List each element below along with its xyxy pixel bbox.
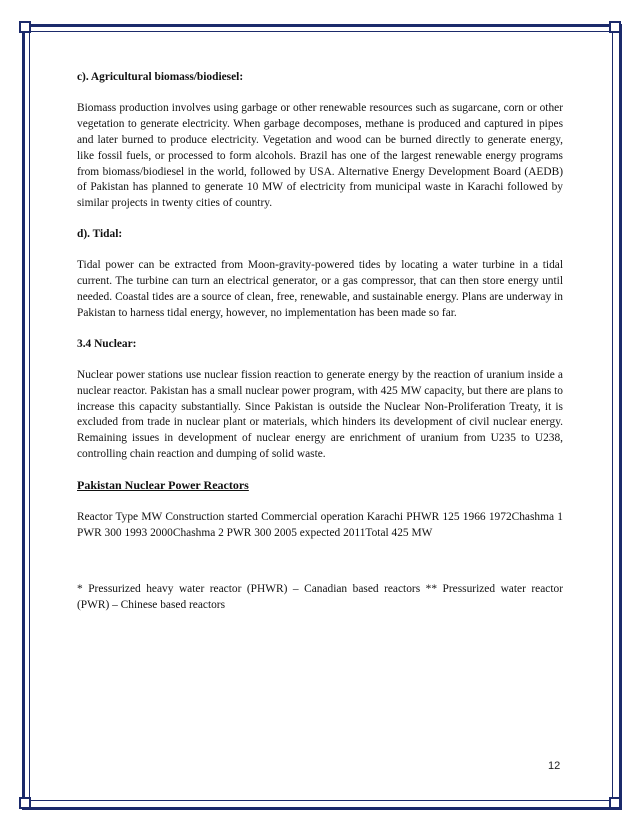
page-content (77, 70, 563, 614)
border-corner-ornament (606, 794, 622, 810)
reactors-table-text: Reactor Type MW Construction started Commercial operation Karachi PHWR 125 1966 1972Chashma 1 PWR 300 1993 2000Chashma 2 PWR 300 2005 expected 2011Total 425 MW (77, 511, 563, 539)
border-corner-ornament (606, 18, 622, 34)
reactors-footnote: * Pressurized heavy water reactor (PHWR) – Canadian based reactors ** Pressurized water reactor (PWR) – Chinese based reactors (77, 582, 563, 611)
tidal-heading: d). Tidal: (77, 228, 123, 241)
nuclear-paragraph: Nuclear power stations use nuclear fission reaction to generate energy by the reaction of uranium inside a nuclear reactor. Pakistan has a small nuclear power program, with 425 MW capacity, but there are plans to increase this capacity substantially. Since Pakistan is outside the Nuclear Non-Proliferation Treaty, it is excluded from trade in nuclear plant or materials, which hinders its development of civil nuclear energy. Remaining issues in development of nuclear energy are enrichment of uranium from U235 to U238, controlling chain reaction and dumping of solid waste. (77, 368, 563, 461)
agri-biomass-heading: c). Agricultural biomass/biodiesel: (77, 71, 244, 83)
reactors-heading: Pakistan Nuclear Power Reactors (77, 478, 249, 493)
border-corner-ornament (16, 18, 32, 34)
page-number: 12 (548, 760, 561, 772)
tidal-paragraph: Tidal power can be extracted from Moon-gravity-powered tides by locating a water turbine in a tidal current. The turbine can turn an electrical generator, or a gas compressor, that can then store energy until needed. Coastal tides are a source of clean, free, renewable, and sustainable energy. Plans are underway in Pakistan to harness tidal energy, however, no implementation has been made so far. (77, 259, 563, 319)
agri-biomass-paragraph: Biomass production involves using garbage or other renewable resources such as sugarcane, corn or other vegetation to generate electricity. When garbage decomposes, methane is produced and captured in pipes and later burned to produce electricity. Vegetation and wood can be burned directly to generate energy, like fossil fuels, or processed to form alcohols. Brazil has one of the largest renewable energy programs from biomass/biodiesel in the world, followed by USA. Alternative Energy Development Board (AEDB) of Pakistan has planned to generate 10 MW of electricity from municipal waste in Karachi followed by similar projects in twenty cities of country. (77, 101, 563, 210)
border-corner-ornament (16, 794, 32, 810)
nuclear-heading: 3.4 Nuclear: (77, 337, 137, 350)
